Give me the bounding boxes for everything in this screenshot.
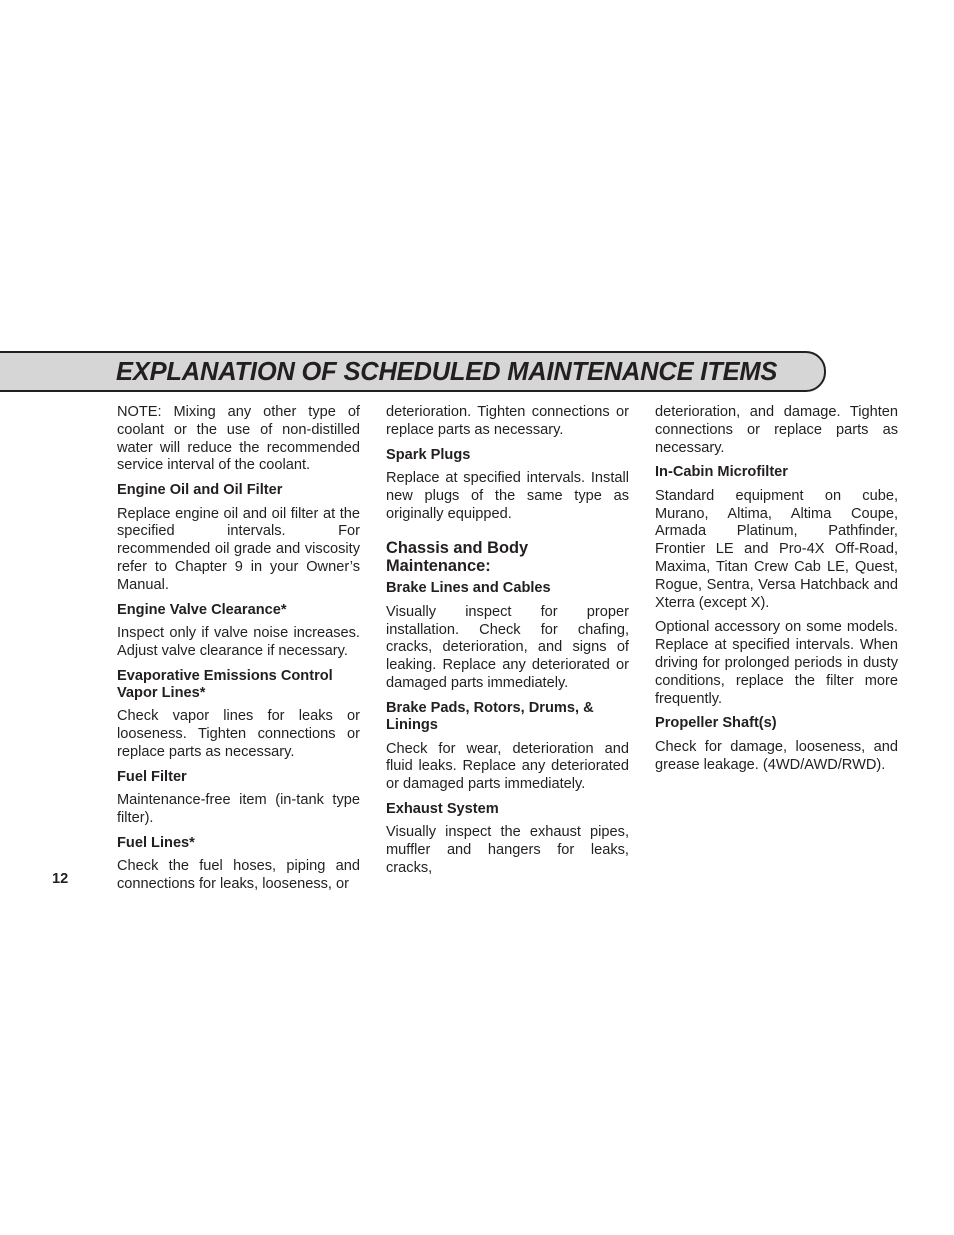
evap-emissions-text: Check vapor lines for leaks or looseness. Tighten connections or replace parts as necessary.	[117, 708, 360, 760]
section-heading-fuel-lines: Fuel Lines*	[117, 834, 195, 851]
page-number: 12	[52, 871, 69, 887]
spark-plugs-text: Replace at specified intervals. Install new plugs of the same type as originally equipped.	[386, 470, 629, 522]
fuel-filter-text: Maintenance-free item (in-tank type filter).	[117, 792, 360, 826]
exhaust-system-text: Visually inspect the exhaust pipes, muffler and hangers for leaks, cracks,	[386, 824, 629, 876]
fuel-lines-text-continued: deterioration. Tighten connections or replace parts as necessary.	[386, 404, 629, 438]
exhaust-system-text-continued: deterioration, and damage. Tighten connections or replace parts as necessary.	[655, 404, 898, 456]
coolant-note: NOTE: Mixing any other type of coolant or the use of non-distilled water will reduce the recommended service interval of the coolant.	[117, 404, 360, 474]
section-heading-propeller-shaft: Propeller Shaft(s)	[655, 715, 777, 732]
section-heading-spark-plugs: Spark Plugs	[386, 446, 471, 463]
section-heading-exhaust-system: Exhaust System	[386, 800, 499, 817]
section-heading-brake-lines: Brake Lines and Cables	[386, 580, 551, 597]
page-title: EXPLANATION OF SCHEDULED MAINTENANCE ITEMS	[116, 358, 778, 386]
section-heading-fuel-filter: Fuel Filter	[117, 768, 187, 785]
text-column-1	[117, 404, 360, 901]
group-heading-chassis-body: Chassis and Body Maintenance:	[386, 539, 529, 576]
brake-lines-text: Visually inspect for proper installation. Check for chafing, cracks, deterioration, and signs of leaking. Replace any deteriorated or damaged parts immediately.	[386, 603, 629, 691]
fuel-lines-text: Check the fuel hoses, piping and connections for leaks, looseness, or	[117, 858, 360, 892]
propeller-shaft-text: Check for damage, looseness, and grease leakage. (4WD/AWD/RWD).	[655, 738, 898, 773]
section-heading-in-cabin-microfilter: In-Cabin Microfilter	[655, 464, 788, 481]
text-column-2	[386, 404, 629, 885]
section-heading-valve-clearance: Engine Valve Clearance*	[117, 601, 287, 618]
engine-oil-text: Replace engine oil and oil filter at the specified intervals. For recommended oil grade and viscosity refer to Chapter 9 in your Owner’s Manual.	[117, 505, 360, 593]
brake-pads-text: Check for wear, deterioration and fluid leaks. Replace any deteriorated or damaged parts immediately.	[386, 740, 629, 793]
microfilter-optional-text: Optional accessory on some models. Replace at specified intervals. When driving for prolonged periods in dusty conditions, replace the filter more frequently.	[655, 619, 898, 707]
section-heading-brake-pads: Brake Pads, Rotors, Drums, & Linings	[386, 699, 594, 734]
valve-clearance-text: Inspect only if valve noise increases. Adjust valve clearance if necessary.	[117, 624, 360, 659]
section-heading-evap-emissions: Evaporative Emissions Control Vapor Lines*	[117, 667, 333, 701]
microfilter-standard-text: Standard equipment on cube, Murano, Altima, Altima Coupe, Armada Platinum, Pathfinder, Frontier LE and Pro-4X Off-Road, Maxima, Titan Crew Cab LE, Quest, Rogue, Sentra, Versa Hatchback and Xterra (except X).	[655, 487, 898, 611]
text-column-3	[655, 404, 898, 781]
section-heading-engine-oil: Engine Oil and Oil Filter	[117, 482, 283, 499]
